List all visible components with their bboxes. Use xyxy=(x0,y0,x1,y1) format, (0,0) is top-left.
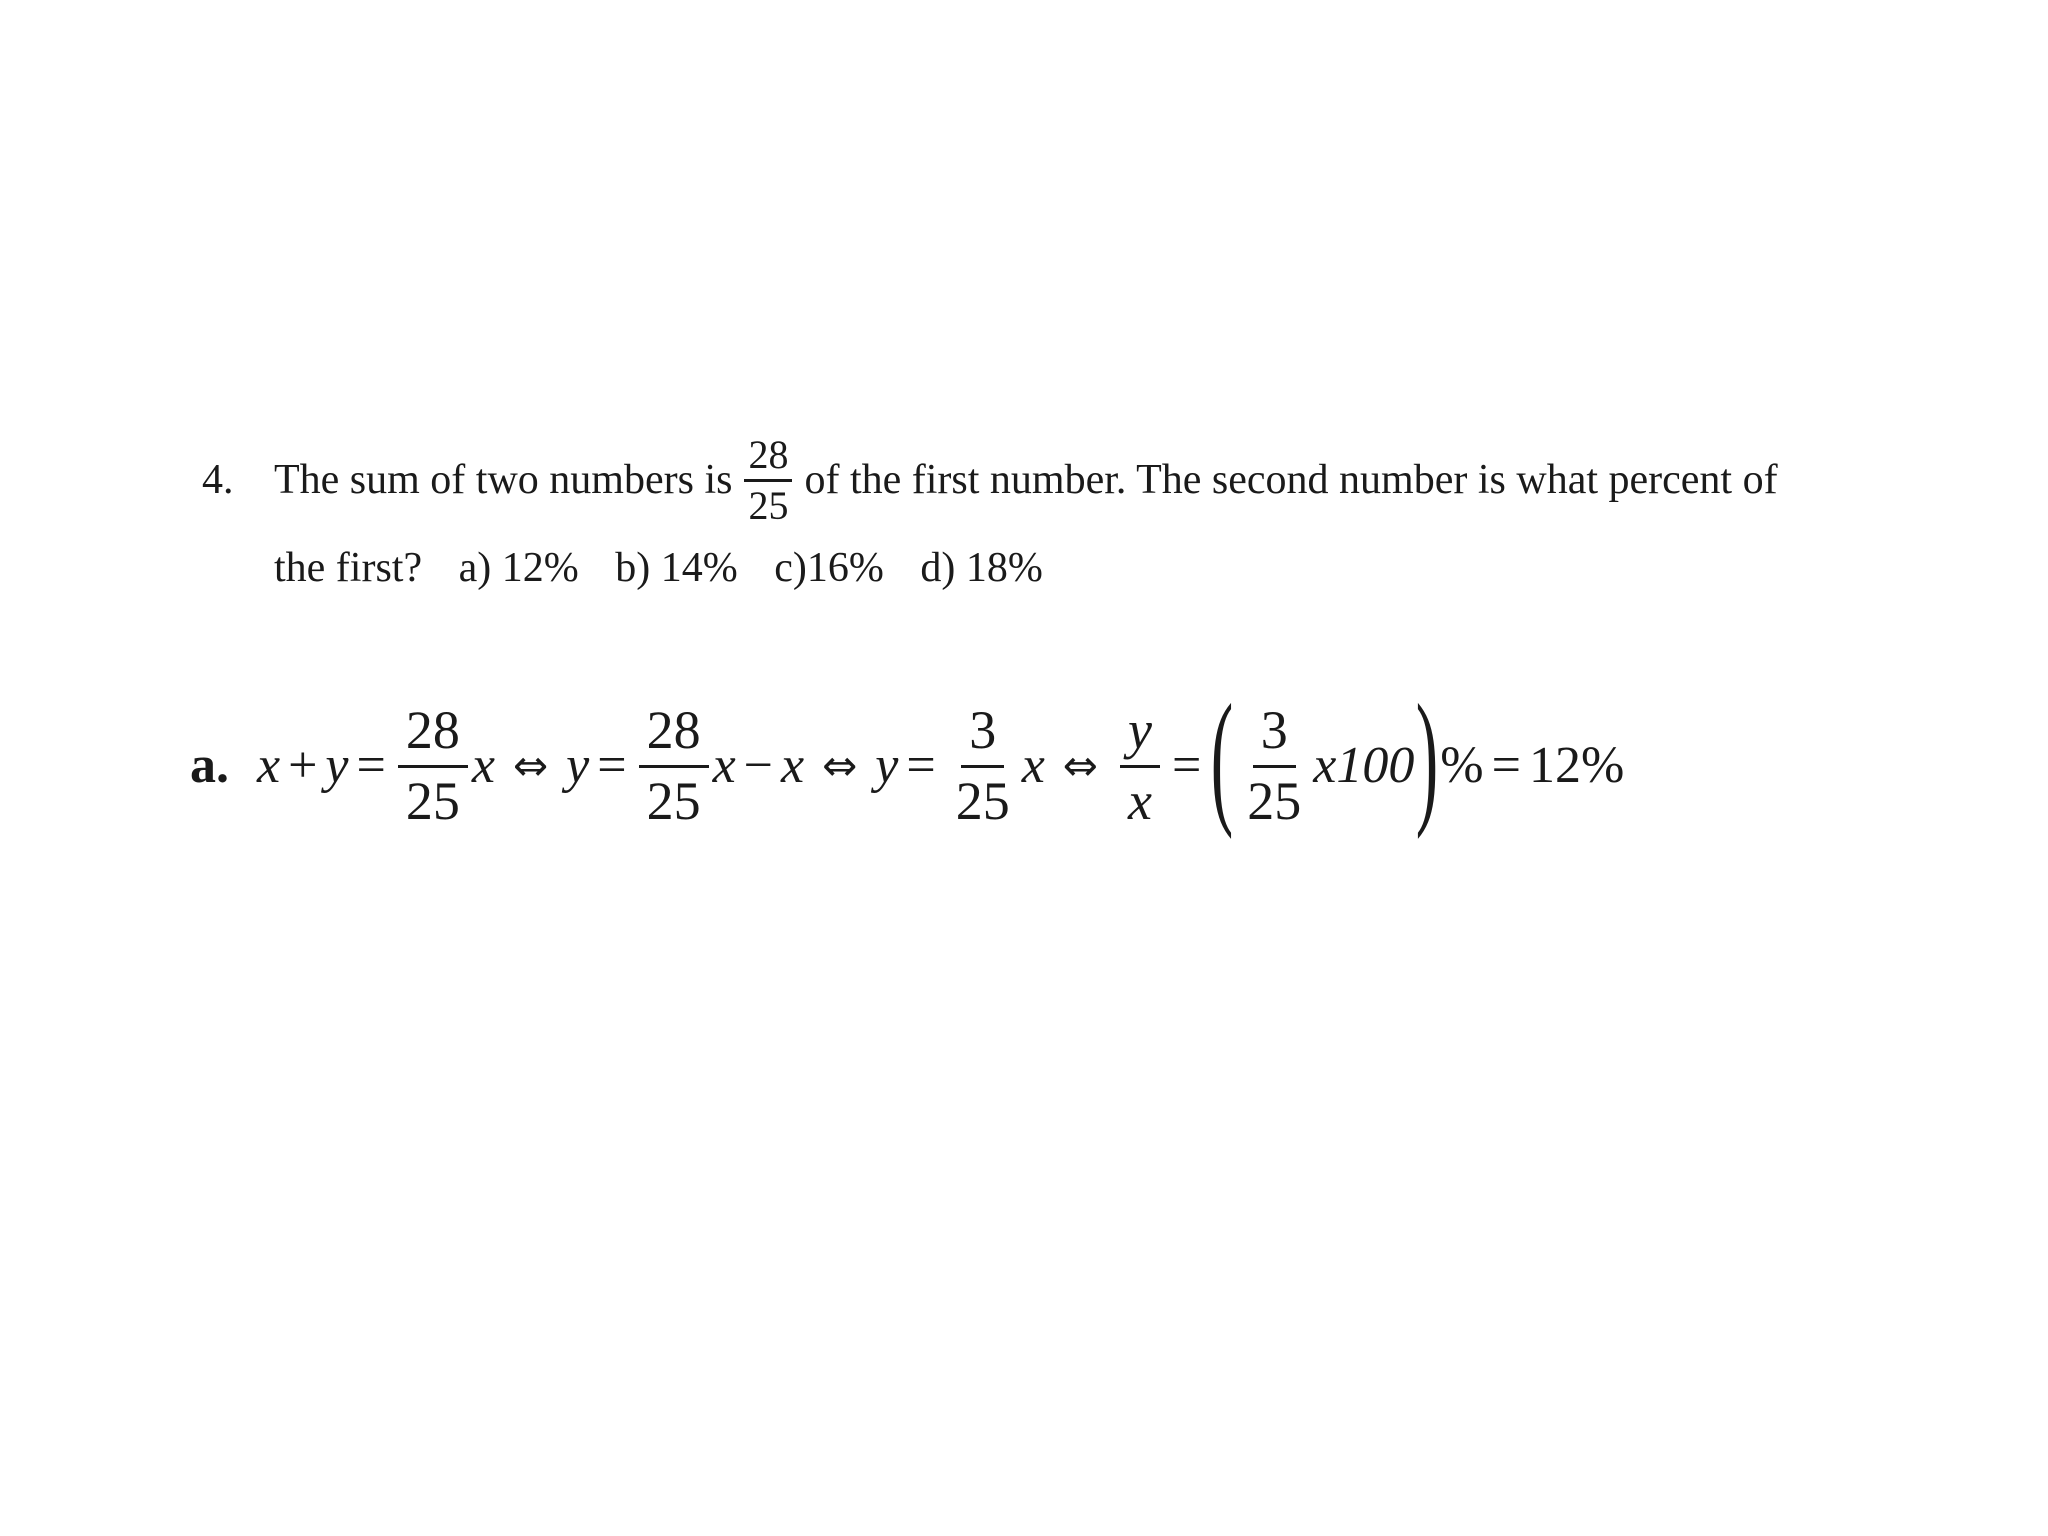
iff-arrow-icon: ⇔ xyxy=(1062,740,1098,790)
right-parenthesis: ) xyxy=(1416,674,1439,840)
fraction-numerator: 3 xyxy=(1253,703,1296,768)
fraction-denominator: x xyxy=(1128,770,1152,831)
fraction-28-25-b xyxy=(639,699,709,831)
var-y: y xyxy=(566,736,590,794)
fraction-28-25-a xyxy=(398,699,468,831)
var-y: y xyxy=(875,736,899,794)
fraction-3-25-a xyxy=(948,699,1018,831)
plus-sign: + xyxy=(288,736,318,794)
problem-fraction-denominator: 25 xyxy=(748,482,789,528)
iff-arrow-icon: ⇔ xyxy=(512,740,549,790)
fraction-denominator: 25 xyxy=(405,770,460,831)
answer-option-c: c)16% xyxy=(774,545,884,591)
equals-sign: = xyxy=(1171,736,1202,794)
equals-sign: = xyxy=(1491,736,1521,794)
problem-fraction xyxy=(744,431,792,528)
solution-label: a. xyxy=(190,736,229,794)
times-100: x100 xyxy=(1313,736,1415,794)
var-y: y xyxy=(325,736,349,794)
problem-text-after-fraction: of the first number. The second number is what percent of xyxy=(804,457,1778,503)
fraction-3-25-b xyxy=(1239,699,1309,831)
minus-sign: − xyxy=(743,736,773,794)
answer-option-d: d) 18% xyxy=(920,545,1043,591)
problem-text-before-fraction: The sum of two numbers is xyxy=(274,457,733,503)
fraction-numerator: y xyxy=(1120,703,1160,768)
equals-sign: = xyxy=(906,736,936,794)
fraction-y-over-x xyxy=(1120,699,1160,831)
left-parenthesis: ( xyxy=(1211,674,1234,840)
percent-sign: % xyxy=(1440,736,1484,794)
fraction-denominator: 25 xyxy=(1247,770,1302,831)
var-x: x xyxy=(712,736,736,794)
var-x: x xyxy=(257,736,281,794)
answer-option-a: a) 12% xyxy=(458,545,579,591)
var-x: x xyxy=(471,736,495,794)
problem-line-2 xyxy=(274,544,1862,592)
answer-option-b: b) 14% xyxy=(615,545,738,591)
problem-line-1 xyxy=(202,420,1862,540)
iff-arrow-icon: ⇔ xyxy=(822,740,858,790)
fraction-numerator: 28 xyxy=(639,703,709,768)
problem-line-1-text xyxy=(274,431,1862,528)
problem-number: 4. xyxy=(202,457,234,503)
problem-fraction-numerator: 28 xyxy=(744,435,792,482)
solution-equation xyxy=(190,674,1625,840)
fraction-denominator: 25 xyxy=(955,770,1010,831)
var-x: x xyxy=(1021,736,1045,794)
var-x: x xyxy=(780,736,805,794)
equals-sign: = xyxy=(356,736,386,794)
fraction-numerator: 28 xyxy=(398,703,468,768)
result-value: 12% xyxy=(1528,736,1625,794)
problem-statement xyxy=(202,420,1862,592)
fraction-denominator: 25 xyxy=(646,770,701,831)
equals-sign: = xyxy=(597,736,627,794)
fraction-numerator: 3 xyxy=(961,703,1004,768)
problem-question: the first? xyxy=(274,545,423,591)
